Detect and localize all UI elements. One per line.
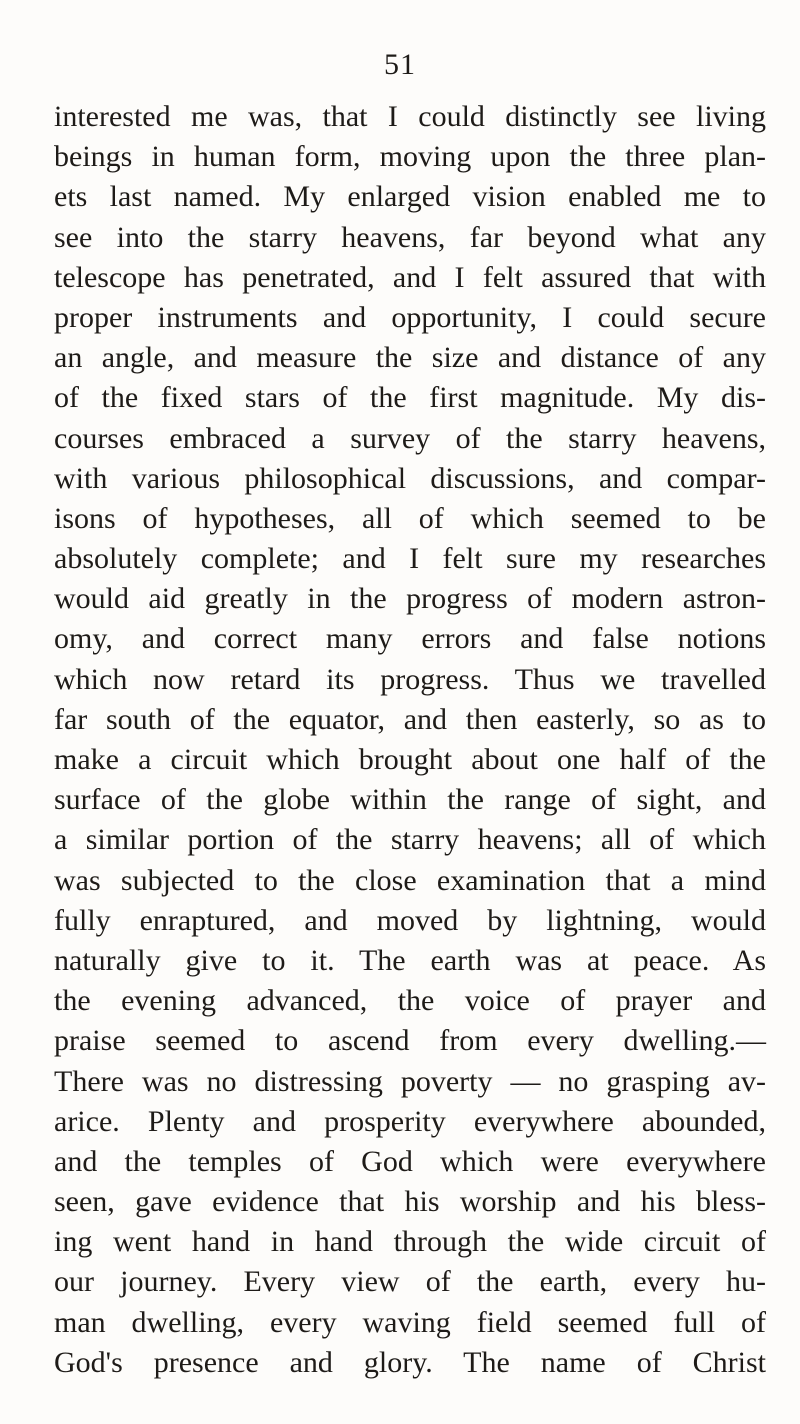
text-line: a similar portion of the starry heavens; all of which <box>54 823 766 857</box>
text-line: beings in human form, moving upon the three plan- <box>54 140 766 174</box>
text-line: see into the starry heavens, far beyond what any <box>54 220 766 254</box>
text-line: There was no distressing poverty — no grasping av- <box>54 1064 766 1098</box>
text-line: was subjected to the close examination that a mind <box>54 863 766 897</box>
text-line: arice. Plenty and prosperity everywhere abounded, <box>54 1104 766 1138</box>
text-line: make a circuit which brought about one half of the <box>54 743 766 776</box>
text-line: ing went hand in hand through the wide circuit of <box>54 1225 766 1259</box>
text-line: man dwelling, every waving field seemed full of <box>54 1305 766 1339</box>
text-line: of the fixed stars of the first magnitude. My dis- <box>54 381 766 415</box>
text-line: interested me was, that I could distinctly see living <box>54 100 766 133</box>
text-line: seen, gave evidence that his worship and his bless- <box>54 1185 766 1219</box>
text-line: courses embraced a survey of the starry heavens, <box>54 421 766 455</box>
text-line: far south of the equator, and then easterly, so as to <box>54 702 766 736</box>
body-text <box>54 97 766 1383</box>
text-line: ets last named. My enlarged vision enabled me to <box>54 180 766 214</box>
text-line: the evening advanced, the voice of prayer and <box>54 984 766 1018</box>
text-line: naturally give to it. The earth was at peace. As <box>54 943 766 977</box>
text-line: surface of the globe within the range of sight, and <box>54 783 766 817</box>
page-number: 51 <box>384 48 416 81</box>
text-line: and the temples of God which were everywhere <box>54 1144 766 1178</box>
text-line: with various philosophical discussions, and compar- <box>54 461 766 495</box>
text-line: would aid greatly in the progress of modern astron- <box>54 582 766 616</box>
text-line: proper instruments and opportunity, I could secure <box>54 300 766 334</box>
text-line: which now retard its progress. Thus we travelled <box>54 662 766 696</box>
text-line: absolutely complete; and I felt sure my researches <box>54 542 766 576</box>
text-line: fully enraptured, and moved by lightning, would <box>54 903 766 937</box>
text-line: praise seemed to ascend from every dwelling.— <box>54 1024 766 1058</box>
text-line: our journey. Every view of the earth, every hu- <box>54 1265 766 1299</box>
text-line: an angle, and measure the size and distance of any <box>54 341 766 375</box>
text-line: isons of hypotheses, all of which seemed to be <box>54 501 766 535</box>
text-line: God's presence and glory. The name of Christ <box>54 1345 766 1379</box>
text-line: telescope has penetrated, and I felt assured that with <box>54 260 766 294</box>
text-line: omy, and correct many errors and false notions <box>54 622 766 656</box>
